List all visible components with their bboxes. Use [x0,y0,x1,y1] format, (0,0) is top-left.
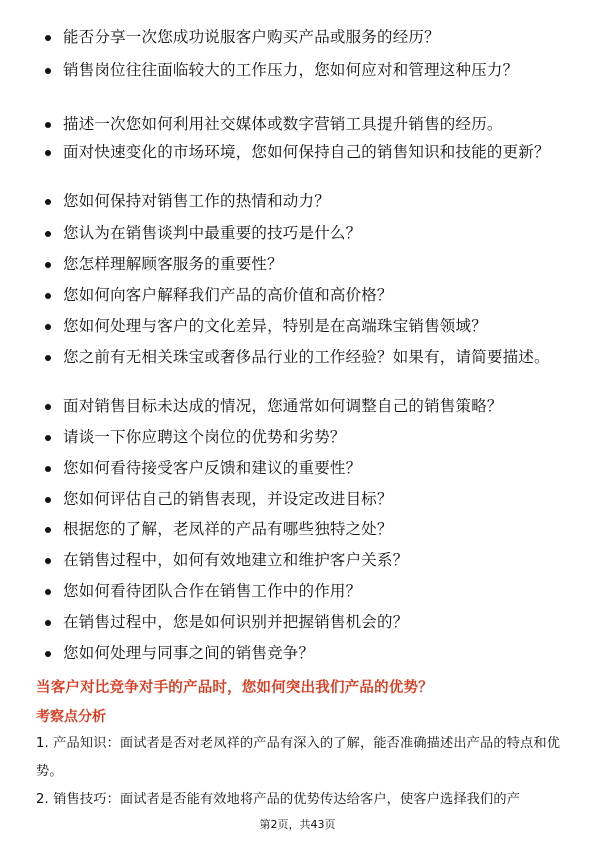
section-question-heading: 当客户对比竞争对手的产品时，您如何突出我们产品的优势？ [36,680,433,696]
bullet-dot-icon [45,527,51,533]
bullet-dot-icon [45,355,51,361]
question-text: 您认为在销售谈判中最重要的技巧是什么？ [63,224,362,242]
question-text: 根据您的了解，老凤祥的产品有哪些独特之处？ [63,520,393,538]
list-item [63,455,563,482]
list-item [63,313,563,340]
bullet-dot-icon [45,404,51,410]
question-text: 您如何向客户解释我们产品的高价值和高价格？ [63,286,393,304]
question-text: 描述一次您如何利用社交媒体或数字营销工具提升销售的经历。 [63,115,503,133]
list-item [63,486,563,513]
bullet-dot-icon [45,497,51,503]
question-text: 您如何保持对销售工作的热情和动力？ [63,192,330,210]
bullet-dot-icon [45,466,51,472]
analysis-point: 2. 销售技巧：面试者是否能有效地将产品的优势传达给客户，使客户选择我们的产 [36,792,521,807]
list-item [63,220,563,247]
bullet-dot-icon [45,620,51,626]
question-text: 您怎样理解顾客服务的重要性？ [63,255,283,273]
bullet-dot-icon [45,651,51,657]
list-item [63,111,563,138]
list-item [63,424,563,451]
list-item [63,57,563,84]
bullet-dot-icon [45,199,51,205]
list-item [63,393,563,420]
analysis-point: 1. 产品知识：面试者是否对老凤祥的产品有深入的了解，能否准确描述出产品的特点和优势。 [36,736,561,779]
bullet-dot-icon [45,435,51,441]
bullet-dot-icon [45,35,51,41]
list-item [63,139,563,166]
bullet-dot-icon [45,231,51,237]
bullet-dot-icon [45,68,51,74]
question-text: 在销售过程中，您是如何识别并把握销售机会的？ [63,613,409,631]
question-text: 在销售过程中，如何有效地建立和维护客户关系？ [63,551,409,569]
question-text: 您如何评估自己的销售表现，并设定改进目标？ [63,490,393,508]
question-text: 您如何处理与客户的文化差异，特别是在高端珠宝销售领域？ [63,317,487,335]
bullet-dot-icon [45,589,51,595]
question-text: 面对快速变化的市场环境，您如何保持自己的销售知识和技能的更新？ [63,143,550,161]
page-number: 第2页，共43页 [259,818,336,831]
list-item [63,640,563,667]
question-text: 面对销售目标未达成的情况，您通常如何调整自己的销售策略？ [63,397,503,415]
bullet-dot-icon [45,122,51,128]
bullet-dot-icon [45,150,51,156]
question-text: 您如何看待接受客户反馈和建议的重要性？ [63,459,362,477]
list-item [63,609,563,636]
list-item [63,344,563,371]
question-text: 您如何处理与同事之间的销售竞争？ [63,644,315,662]
question-text: 您如何看待团队合作在销售工作中的作用？ [63,582,362,600]
bullet-dot-icon [45,262,51,268]
list-item [63,578,563,605]
list-item [63,547,563,574]
analysis-heading: 考察点分析 [36,709,106,725]
list-item [63,188,563,215]
list-item [63,251,563,278]
list-item [63,516,563,543]
list-item [63,282,563,309]
question-text: 能否分享一次您成功说服客户购买产品或服务的经历？ [63,28,440,46]
question-text: 请谈一下你应聘这个岗位的优势和劣势？ [63,428,346,446]
list-item [63,24,563,51]
bullet-dot-icon [45,324,51,330]
question-text: 销售岗位往往面临较大的工作压力，您如何应对和管理这种压力？ [63,61,519,79]
question-text: 您之前有无相关珠宝或奢侈品行业的工作经验？如果有，请简要描述。 [63,348,550,366]
bullet-dot-icon [45,293,51,299]
bullet-dot-icon [45,558,51,564]
